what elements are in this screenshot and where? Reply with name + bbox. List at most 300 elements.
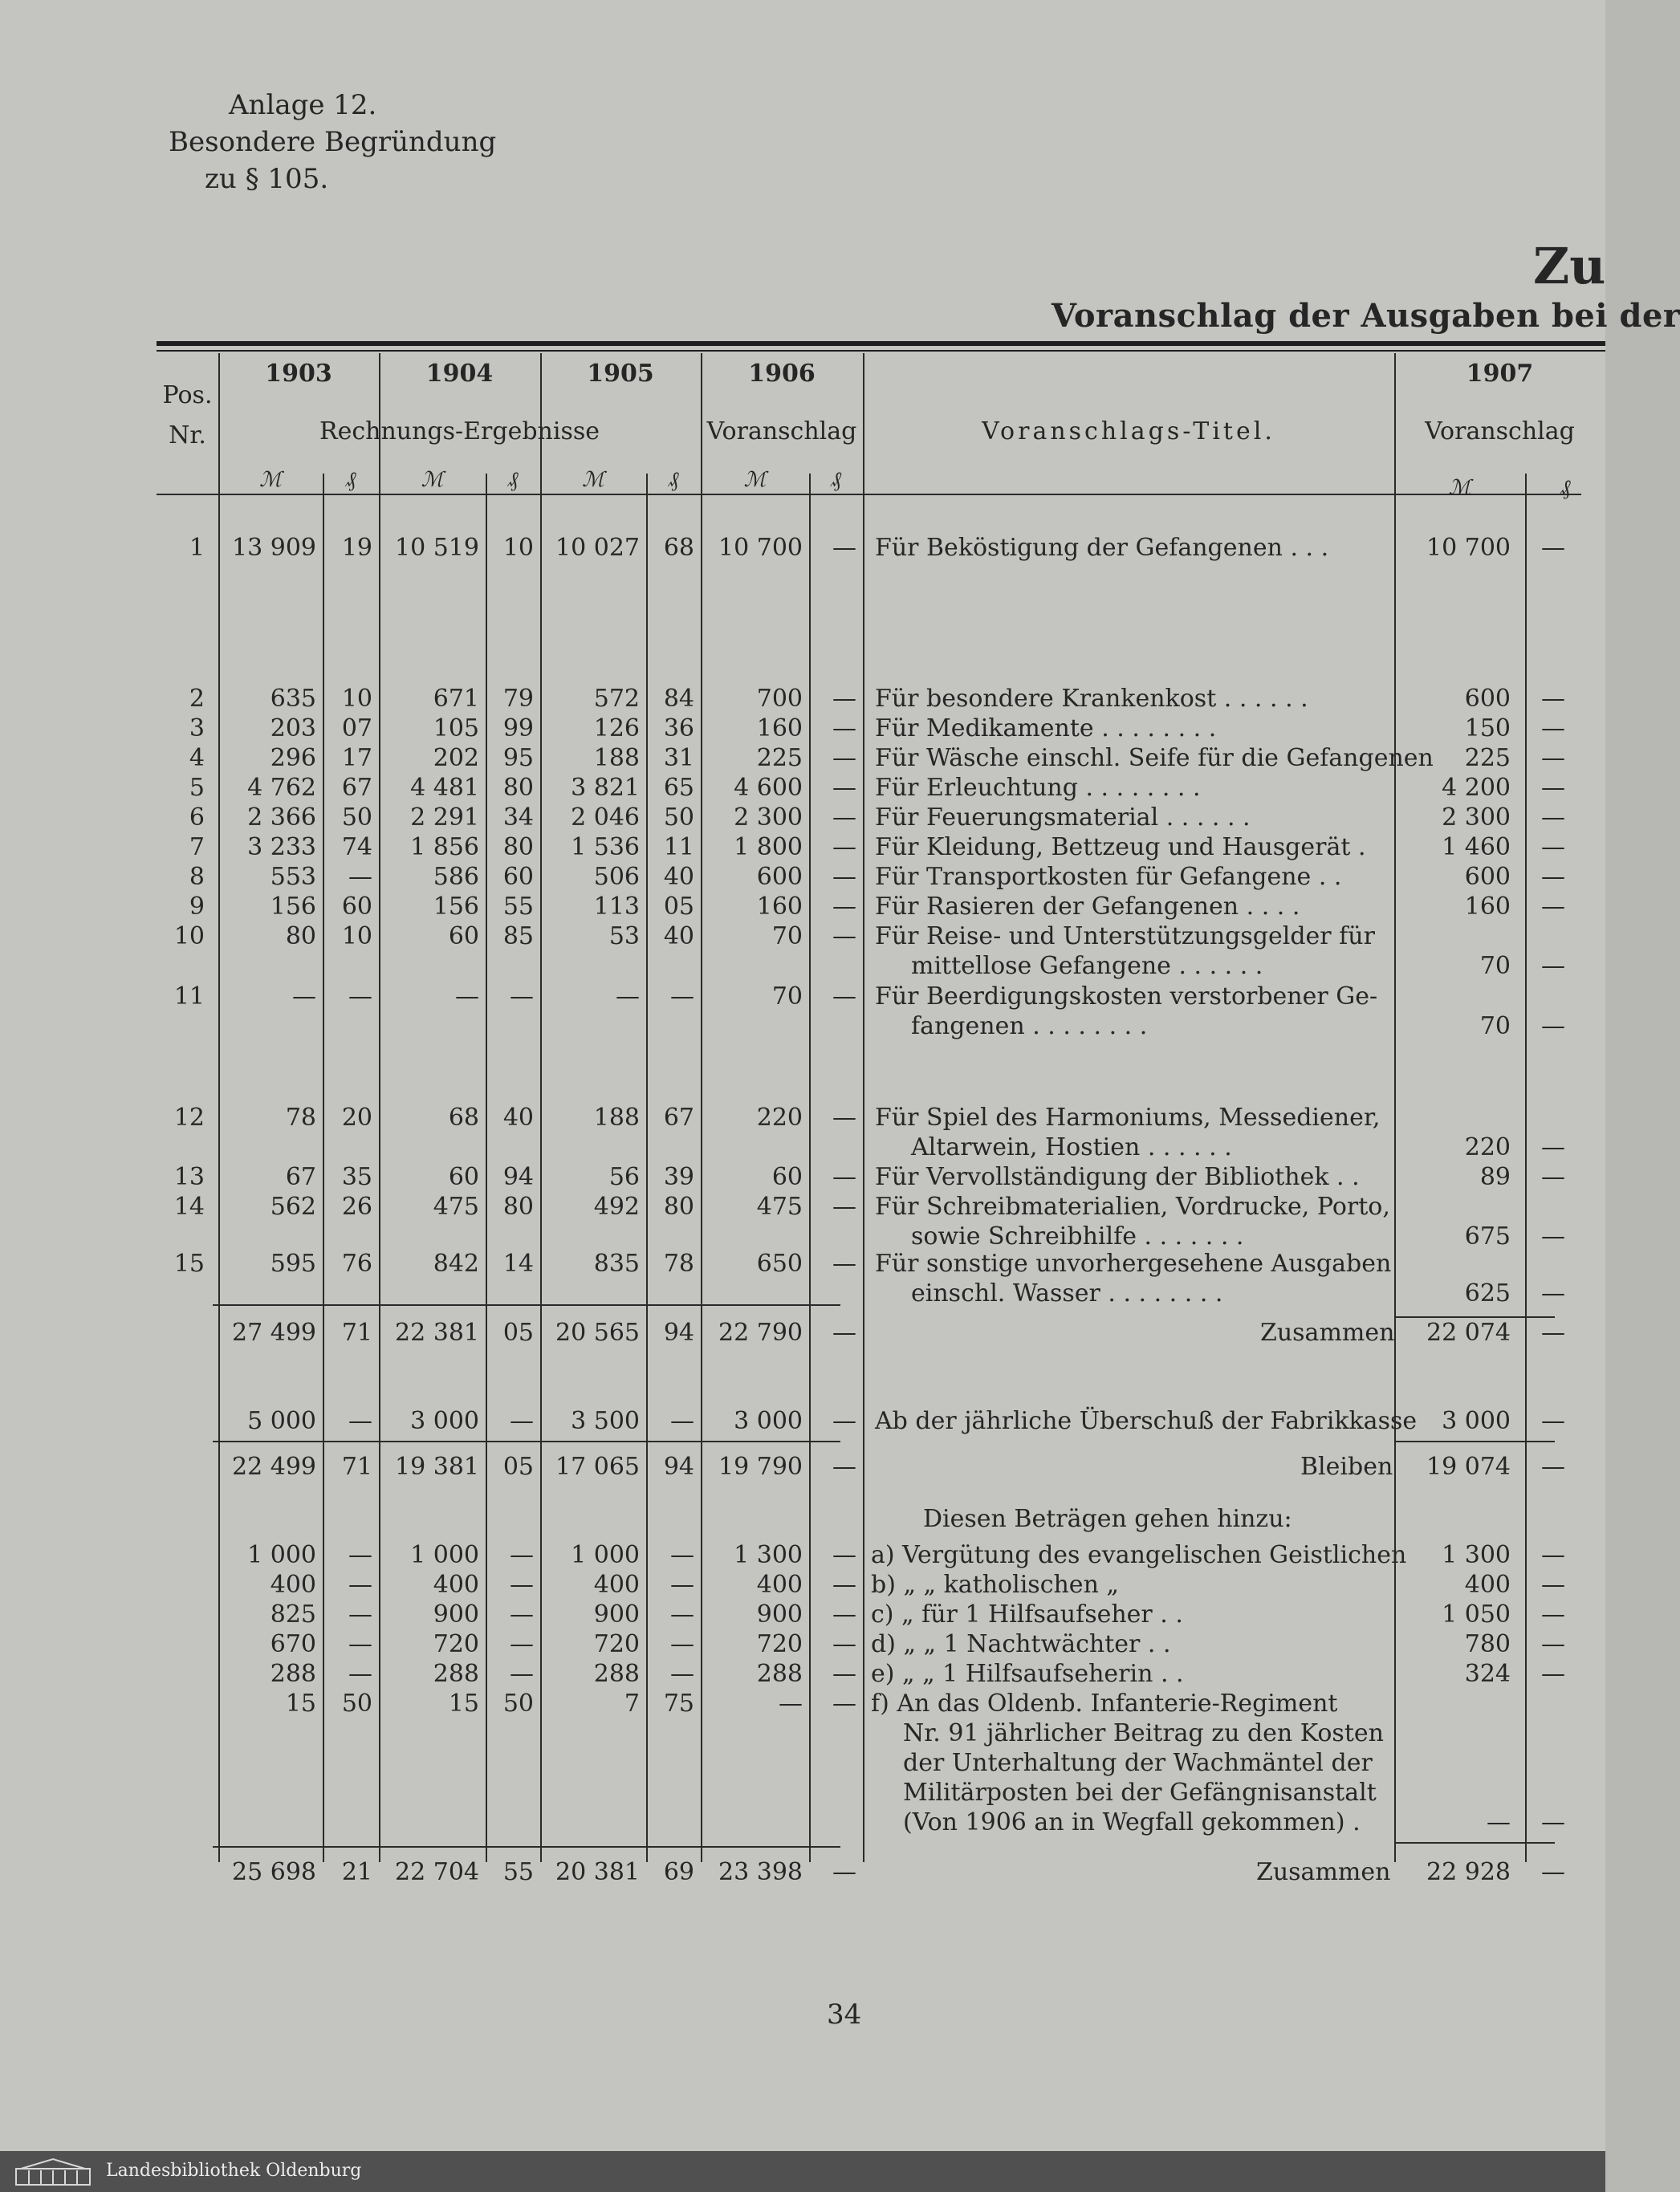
mark-value-1907: 70 [1479,1012,1511,1040]
pfennig-value-1907: — [1541,685,1565,713]
pfennig-value: 11 [663,833,694,861]
mark-value: 56 [608,1163,640,1191]
pfennig-value: 67 [663,1104,694,1132]
mark-value: 475 [433,1193,479,1221]
addition-title: a) Vergütung des evangelischen Geistlichen [871,1541,1407,1569]
budget-title-cont: sowie Schreibhilfe . . . . . . . [911,1222,1244,1251]
pfennig-value: — [832,1319,856,1347]
pfennig-value-1907: — [1541,1319,1565,1347]
pfennig-value: 05 [663,893,694,921]
year-1907: 1907 [1466,360,1534,388]
mark-value-1907: 22 074 [1426,1319,1511,1347]
pfennig-value-1907: — [1541,1858,1565,1886]
mark-value-1907: 1 050 [1442,1600,1511,1629]
mark-value: 506 [593,863,640,891]
mark-value: 288 [756,1660,803,1688]
budget-title: Für Feuerungsmaterial . . . . . . [875,803,1251,832]
pfennig-value: — [348,1630,372,1658]
pfennig-value: 14 [502,1250,534,1278]
mark-value-1907: 225 [1464,744,1511,772]
pfennig-value: 05 [502,1319,534,1347]
annex-paragraph: zu § 105. [205,163,329,195]
mark-value: 15 [285,1690,316,1718]
pfennig-value: 31 [663,744,694,772]
pfennig-value: — [670,1571,694,1599]
mark-value: 53 [608,922,640,950]
top-rule-thin [157,350,1605,352]
pfennig-value: — [832,863,856,891]
position-number: 11 [173,982,205,1011]
mark-value: 10 027 [555,534,640,562]
pfennig-value-1907: — [1541,833,1565,861]
mark-value: 288 [270,1660,316,1688]
pfennig-value-1907: — [1541,1600,1565,1629]
pfennig-value-1907: — [1541,952,1565,980]
sum-rule [1394,1441,1555,1442]
pfennig-value: — [832,1104,856,1132]
position-number: 15 [173,1250,205,1278]
pfennig-value: — [832,744,856,772]
mark-value-1907: 2 300 [1442,803,1511,832]
pfennig-value: 75 [663,1690,694,1718]
mark-unit: ℳ [259,468,282,492]
pfennig-value: — [670,1630,694,1658]
pfennig-value-1907: — [1541,1630,1565,1658]
position-number: 5 [189,774,205,802]
mark-value: 113 [593,893,640,921]
footer-bar [0,2151,1605,2192]
sum-rule [213,1304,840,1306]
pfennig-value: — [670,1407,694,1435]
mark-value: 68 [448,1104,479,1132]
pfennig-value: — [832,714,856,742]
sum-rule [213,1441,840,1442]
mark-value: 572 [593,685,640,713]
mark-unit: ℳ [582,468,604,492]
pfennig-value: — [832,1541,856,1569]
sum-rule [213,1846,840,1848]
mark-value: 296 [270,744,316,772]
pfennig-value-1907: — [1541,1453,1565,1481]
pfennig-value: — [832,1690,856,1718]
pfennig-value: 50 [502,1690,534,1718]
mark-value: 160 [756,714,803,742]
mark-value: 671 [433,685,479,713]
mark-value: 70 [771,922,803,950]
mark-value-1907: 675 [1464,1222,1511,1251]
mark-value: 1 536 [571,833,640,861]
mark-value: 4 481 [410,774,479,802]
budget-title: Für Kleidung, Bettzeug und Hausgerät . [875,833,1366,861]
addition-title: e) „ „ 1 Hilfsaufseherin . . [871,1660,1184,1688]
pfennig-value: 07 [341,714,372,742]
pfennig-value: — [510,1541,534,1569]
mark-value: 700 [756,685,803,713]
pfennig-value: — [348,1571,372,1599]
budget-title-cont: einschl. Wasser . . . . . . . . [911,1279,1223,1307]
pfennig-value: — [348,1660,372,1688]
pfennig-value: 80 [502,1193,534,1221]
position-number: 6 [189,803,205,832]
mark-value-1907: 89 [1479,1163,1511,1191]
pfennig-value: 71 [341,1453,372,1481]
budget-title: Für Wäsche einschl. Seife für die Gefangenen [875,744,1434,772]
mark-value: 553 [270,863,316,891]
addition-title: b) „ „ katholischen „ [871,1571,1119,1599]
pfennig-value: 65 [663,774,694,802]
mark-value: 60 [448,1163,479,1191]
mark-value: 562 [270,1193,316,1221]
pfennig-value: 79 [502,685,534,713]
pfennig-value: — [832,1193,856,1221]
mark-value-1907: 220 [1464,1133,1511,1161]
pfennig-value: 40 [663,863,694,891]
pfennig-value-1907: — [1541,1407,1565,1435]
pfennig-value: — [832,1571,856,1599]
pfennig-value: — [510,1571,534,1599]
mark-value-1907: 22 928 [1426,1858,1511,1886]
pfennig-value: — [670,1660,694,1688]
mark-value-1907: 600 [1464,863,1511,891]
pfennig-value-1907: — [1541,1133,1565,1161]
mark-value: 22 790 [718,1319,803,1347]
mark-value: 160 [756,893,803,921]
pfennig-value: 20 [341,1104,372,1132]
heading-zu: Zu [1533,237,1606,295]
position-number: 9 [189,893,205,921]
mark-value: 19 790 [718,1453,803,1481]
mark-value-1907: 160 [1464,893,1511,921]
pfennig-value: — [832,685,856,713]
addition-f-line: (Von 1906 an in Wegfall gekommen) . [903,1808,1361,1836]
pfennig-value-1907: — [1541,803,1565,832]
position-number: 1 [189,534,205,562]
mark-value: 720 [756,1630,803,1658]
mark-value-1907: 1 460 [1442,833,1511,861]
mark-value-1907: 3 000 [1442,1407,1511,1435]
pfennig-value-1907: — [1541,1163,1565,1191]
pfennig-value: — [832,893,856,921]
budget-title: Für Schreibmaterialien, Vordrucke, Porto, [875,1193,1390,1221]
mark-value: 2 046 [571,803,640,832]
mark-value: 25 698 [232,1858,316,1886]
pfennig-value: 50 [663,803,694,832]
pfennig-value-1907: — [1541,714,1565,742]
mark-value: 900 [756,1600,803,1629]
mark-value: 900 [433,1600,479,1629]
budget-title: Für besondere Krankenkost . . . . . . [875,685,1308,713]
pfennig-value-1907: — [1541,1571,1565,1599]
mark-value: 203 [270,714,316,742]
mark-value: — [292,982,316,1011]
nr-header: Nr. [169,421,206,449]
pfennig-value: 60 [502,863,534,891]
mark-unit: ℳ [421,468,444,492]
pfennig-value: 94 [502,1163,534,1191]
pfennig-value: — [510,1600,534,1629]
mark-value: 4 600 [734,774,803,802]
pfennig-value: 05 [502,1453,534,1481]
bleiben-label: Bleiben [1300,1453,1393,1481]
mark-unit: ℳ [1448,476,1471,500]
pfennig-value: 10 [502,534,534,562]
pfennig-value: — [832,1163,856,1191]
mark-value: — [616,982,640,1011]
position-number: 7 [189,833,205,861]
mark-value: 220 [756,1104,803,1132]
pfennig-value: 34 [502,803,534,832]
pfennig-value: — [348,1541,372,1569]
pf-unit: ₰ [345,468,356,492]
mark-value: 19 381 [395,1453,479,1481]
mark-value: 27 499 [232,1319,316,1347]
pfennig-value: — [510,982,534,1011]
mark-value: 400 [270,1571,316,1599]
position-number: 4 [189,744,205,772]
mark-value: 188 [593,1104,640,1132]
mark-value: 3 500 [571,1407,640,1435]
mark-value: 4 762 [247,774,316,802]
table-heading: Voranschlag der Ausgaben bei der [1052,297,1680,335]
pfennig-value: — [348,982,372,1011]
mark-value-1907: 324 [1464,1660,1511,1688]
mark-value-1907: 400 [1464,1571,1511,1599]
pfennig-value: — [832,1600,856,1629]
mark-value: 900 [593,1600,640,1629]
pfennig-value: 55 [502,893,534,921]
mark-value-1907: 780 [1464,1630,1511,1658]
mark-value: 3 000 [734,1407,803,1435]
mark-value: 1 800 [734,833,803,861]
addition-f-line: Militärposten bei der Gefängnisanstalt [903,1779,1377,1807]
titel-header: Voranschlags-Titel. [982,417,1275,445]
mark-value: 586 [433,863,479,891]
mark-value: 635 [270,685,316,713]
pfennig-value: 95 [502,744,534,772]
mark-value: 2 291 [410,803,479,832]
mark-value: 288 [433,1660,479,1688]
addition-f-line: Nr. 91 jährlicher Beitrag zu den Kosten [903,1719,1384,1747]
year-1904: 1904 [425,360,494,388]
pfennig-value: — [832,833,856,861]
budget-title: Für Spiel des Harmoniums, Messediener, [875,1104,1381,1132]
mark-value: 105 [433,714,479,742]
pfennig-value: 94 [663,1319,694,1347]
pf-unit: ₰ [831,468,841,492]
pfennig-value: 99 [502,714,534,742]
pfennig-value: 19 [341,534,372,562]
pfennig-value: — [832,534,856,562]
budget-title-cont: fangenen . . . . . . . . [911,1012,1148,1040]
sum-rule [1394,1842,1555,1844]
pfennig-value: 10 [341,922,372,950]
results-header: Rechnungs-Ergebnisse [319,417,600,445]
mark-value: 202 [433,744,479,772]
pfennig-value: — [348,863,372,891]
mark-value: 10 700 [718,534,803,562]
pfennig-value: 26 [341,1193,372,1221]
addition-f-line: f) An das Oldenb. Infanterie-Regiment [871,1690,1338,1718]
mark-value: 60 [771,1163,803,1191]
pfennig-value: — [832,922,856,950]
budget-title: Für Transportkosten für Gefangene . . [875,863,1342,891]
pfennig-value: — [832,1660,856,1688]
pfennig-value-1907: — [1541,1222,1565,1251]
pfennig-value: 71 [341,1319,372,1347]
mark-value: 2 300 [734,803,803,832]
mark-value: 835 [593,1250,640,1278]
mark-unit: ℳ [743,468,767,492]
budget-title: Für Beerdigungskosten verstorbener Ge- [875,982,1378,1011]
mark-value: 650 [756,1250,803,1278]
addition-f-line: der Unterhaltung der Wachmäntel der [903,1749,1373,1777]
mark-value: 1 300 [734,1541,803,1569]
annex-number: Anlage 12. [229,89,377,121]
ueberschuss-label: Ab der jährliche Überschuß der Fabrikkasse [875,1407,1418,1435]
mark-value: 70 [771,982,803,1011]
mark-value: 20 565 [555,1319,640,1347]
mark-value: 17 065 [555,1453,640,1481]
pfennig-value-1907: — [1541,893,1565,921]
additions-heading: Diesen Beträgen gehen hinzu: [923,1505,1292,1533]
mark-value: 5 000 [247,1407,316,1435]
pfennig-value: — [670,1541,694,1569]
pfennig-value-1907: — [1541,534,1565,562]
pfennig-value: 35 [341,1163,372,1191]
pfennig-value: 80 [502,774,534,802]
pfennig-value: 50 [341,803,372,832]
mark-value-1907: 19 074 [1426,1453,1511,1481]
budget-title: Für Reise- und Unterstützungsgelder für [875,922,1375,950]
mark-value: 825 [270,1600,316,1629]
pfennig-value-1907: — [1541,863,1565,891]
position-number: 14 [173,1193,205,1221]
pfennig-value: — [832,774,856,802]
pfennig-value: 94 [663,1453,694,1481]
mark-value: 595 [270,1250,316,1278]
mark-value: 400 [593,1571,640,1599]
mark-value: 288 [593,1660,640,1688]
pfennig-value-1907: — [1541,1012,1565,1040]
pos-header: Pos. [162,381,213,409]
pfennig-value: — [510,1630,534,1658]
mark-value-1907: — [1487,1808,1511,1836]
pfennig-value: 78 [663,1250,694,1278]
mark-value: 156 [270,893,316,921]
voranschlag-1907-header: Voranschlag [1425,417,1575,445]
pfennig-value: — [510,1660,534,1688]
budget-title: Für Erleuchtung . . . . . . . . [875,774,1201,802]
mark-value: 1 000 [410,1541,479,1569]
pfennig-value: 17 [341,744,372,772]
pfennig-value-1907: — [1541,774,1565,802]
pfennig-value: — [670,1600,694,1629]
mark-value: 720 [593,1630,640,1658]
mark-value: 80 [285,922,316,950]
mark-value: 188 [593,744,640,772]
mark-value: — [455,982,479,1011]
mark-value: 2 366 [247,803,316,832]
budget-title-cont: mittellose Gefangene . . . . . . [911,952,1263,980]
mark-value: 126 [593,714,640,742]
library-building-icon [13,2157,93,2186]
position-number: 3 [189,714,205,742]
mark-value: 842 [433,1250,479,1278]
mark-value: 475 [756,1193,803,1221]
mark-value-1907: 10 700 [1426,534,1511,562]
pfennig-value: — [832,1453,856,1481]
mark-value-1907: 600 [1464,685,1511,713]
top-rule [157,341,1605,346]
pfennig-value: 39 [663,1163,694,1191]
budget-title: Für Medikamente . . . . . . . . [875,714,1217,742]
mark-value-1907: 1 300 [1442,1541,1511,1569]
mark-value-1907: 4 200 [1442,774,1511,802]
mark-value: 1 000 [571,1541,640,1569]
pfennig-value: 80 [502,833,534,861]
mark-value: 1 856 [410,833,479,861]
addition-title: d) „ „ 1 Nachtwächter . . [871,1630,1171,1658]
mark-value-1907: 70 [1479,952,1511,980]
pfennig-value: — [832,1250,856,1278]
budget-title: Für Vervollständigung der Bibliothek . . [875,1163,1360,1191]
mark-value: 15 [448,1690,479,1718]
year-1905: 1905 [587,360,654,388]
pfennig-value: 55 [502,1858,534,1886]
mark-value: 3 233 [247,833,316,861]
pfennig-value: 68 [663,534,694,562]
mark-value: 22 704 [395,1858,479,1886]
position-number: 12 [173,1104,205,1132]
pfennig-value: 85 [502,922,534,950]
budget-title: Für Beköstigung der Gefangenen . . . [875,534,1329,562]
pfennig-value: 76 [341,1250,372,1278]
pfennig-value: — [832,1858,856,1886]
pfennig-value: — [348,1600,372,1629]
mark-value: 22 381 [395,1319,479,1347]
mark-value: 400 [756,1571,803,1599]
pfennig-value: — [348,1407,372,1435]
mark-value: 67 [285,1163,316,1191]
mark-value: 7 [624,1690,640,1718]
mark-value: 400 [433,1571,479,1599]
position-number: 10 [173,922,205,950]
pfennig-value: 80 [663,1193,694,1221]
mark-value-1907: 625 [1464,1279,1511,1307]
pf-unit: ₰ [668,468,679,492]
pfennig-value: 50 [341,1690,372,1718]
position-number: 13 [173,1163,205,1191]
sum1-label: Zusammen [1260,1319,1395,1347]
pfennig-value: 40 [663,922,694,950]
mark-value: 78 [285,1104,316,1132]
mark-value: 670 [270,1630,316,1658]
pfennig-value: 60 [341,893,372,921]
pf-unit: ₰ [1560,476,1571,500]
mark-value: 10 519 [395,534,479,562]
year-1903: 1903 [265,360,332,388]
pfennig-value: 67 [341,774,372,802]
mark-value: 3 000 [410,1407,479,1435]
pfennig-value: — [832,1407,856,1435]
col-divider [863,353,864,1862]
sum2-label: Zusammen [1256,1858,1391,1886]
position-number: 8 [189,863,205,891]
pfennig-value-1907: — [1541,1279,1565,1307]
pfennig-value: — [670,982,694,1011]
addition-title: c) „ für 1 Hilfsaufseher . . [871,1600,1183,1629]
mark-value: 20 381 [555,1858,640,1886]
